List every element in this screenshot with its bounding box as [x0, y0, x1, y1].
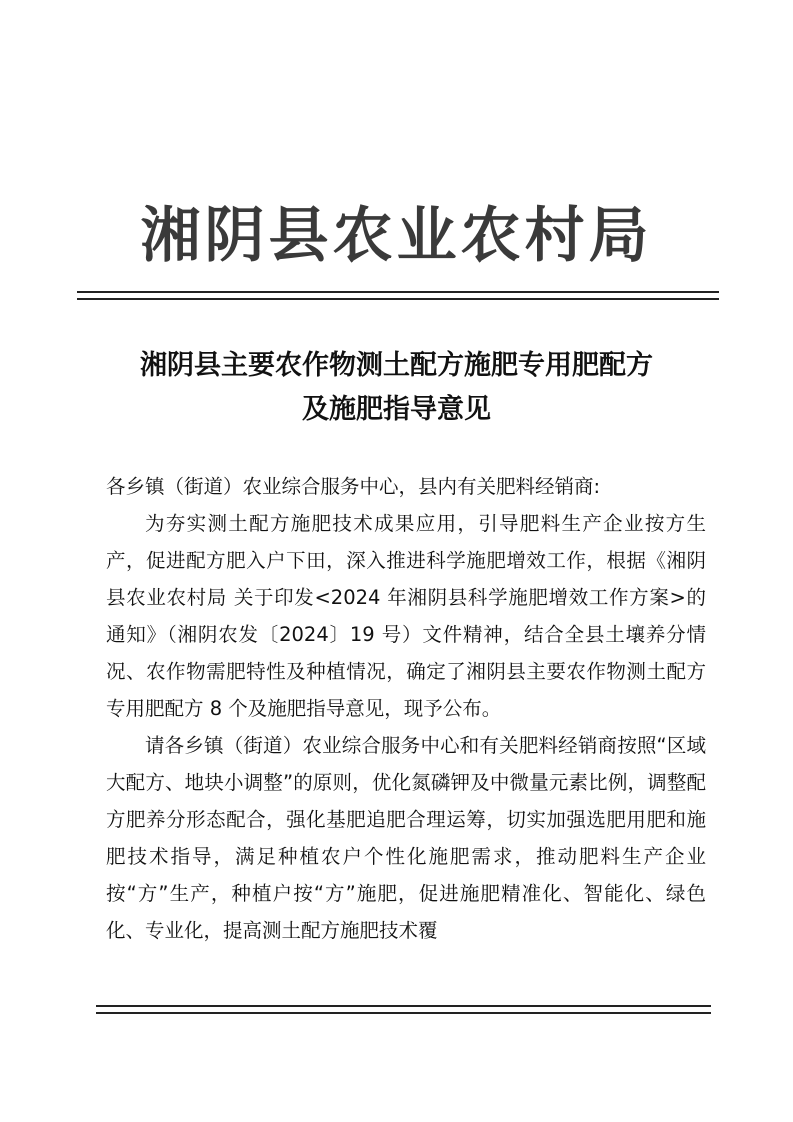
agency-header: 湘阴县农业农村局 [140, 201, 653, 271]
document-title-line2: 及施肥指导意见 [302, 394, 491, 425]
salutation: 各乡镇（街道）农业综合服务中心，县内有关肥料经销商: [106, 475, 601, 498]
footer-rule-top [96, 1005, 711, 1007]
header-rule-bottom [77, 298, 719, 300]
document-title [0, 344, 793, 432]
document-body [106, 468, 706, 949]
paragraph-2: 请各乡镇（街道）农业综合服务中心和有关肥料经销商按照“区域大配方、地块小调整”的原则，优化氮磷钾及中微量元素比例，调整配方肥养分形态配合，强化基肥追肥合理运筹，切实加强选肥用肥和施肥技术指导，满足种植农户个性化施肥需求，推动肥料生产企业按“方”生产，种植户按“方”施肥，促进施肥精准化、智能化、绿色化、专业化，提高测土配方施肥技术覆 [106, 734, 706, 942]
header-rule-top [77, 291, 719, 293]
document-title-line1: 湘阴县主要农作物测土配方施肥专用肥配方 [140, 350, 653, 381]
paragraph-1: 为夯实测土配方施肥技术成果应用，引导肥料生产企业按方生产，促进配方肥入户下田，深入推进科学施肥增效工作，根据《湘阴县农业农村局 关于印发<2024 年湘阴县科学施肥增效工作方案>的通知》（湘阴农发〔2024〕19 号）文件精神，结合全县土壤养分情况、农作物需肥特性及种植情况，确定了湘阴县主要农作物测土配方专用肥配方 8 个及施肥指导意见，现予公布。 [106, 512, 706, 720]
footer-rule-bottom [96, 1012, 711, 1014]
